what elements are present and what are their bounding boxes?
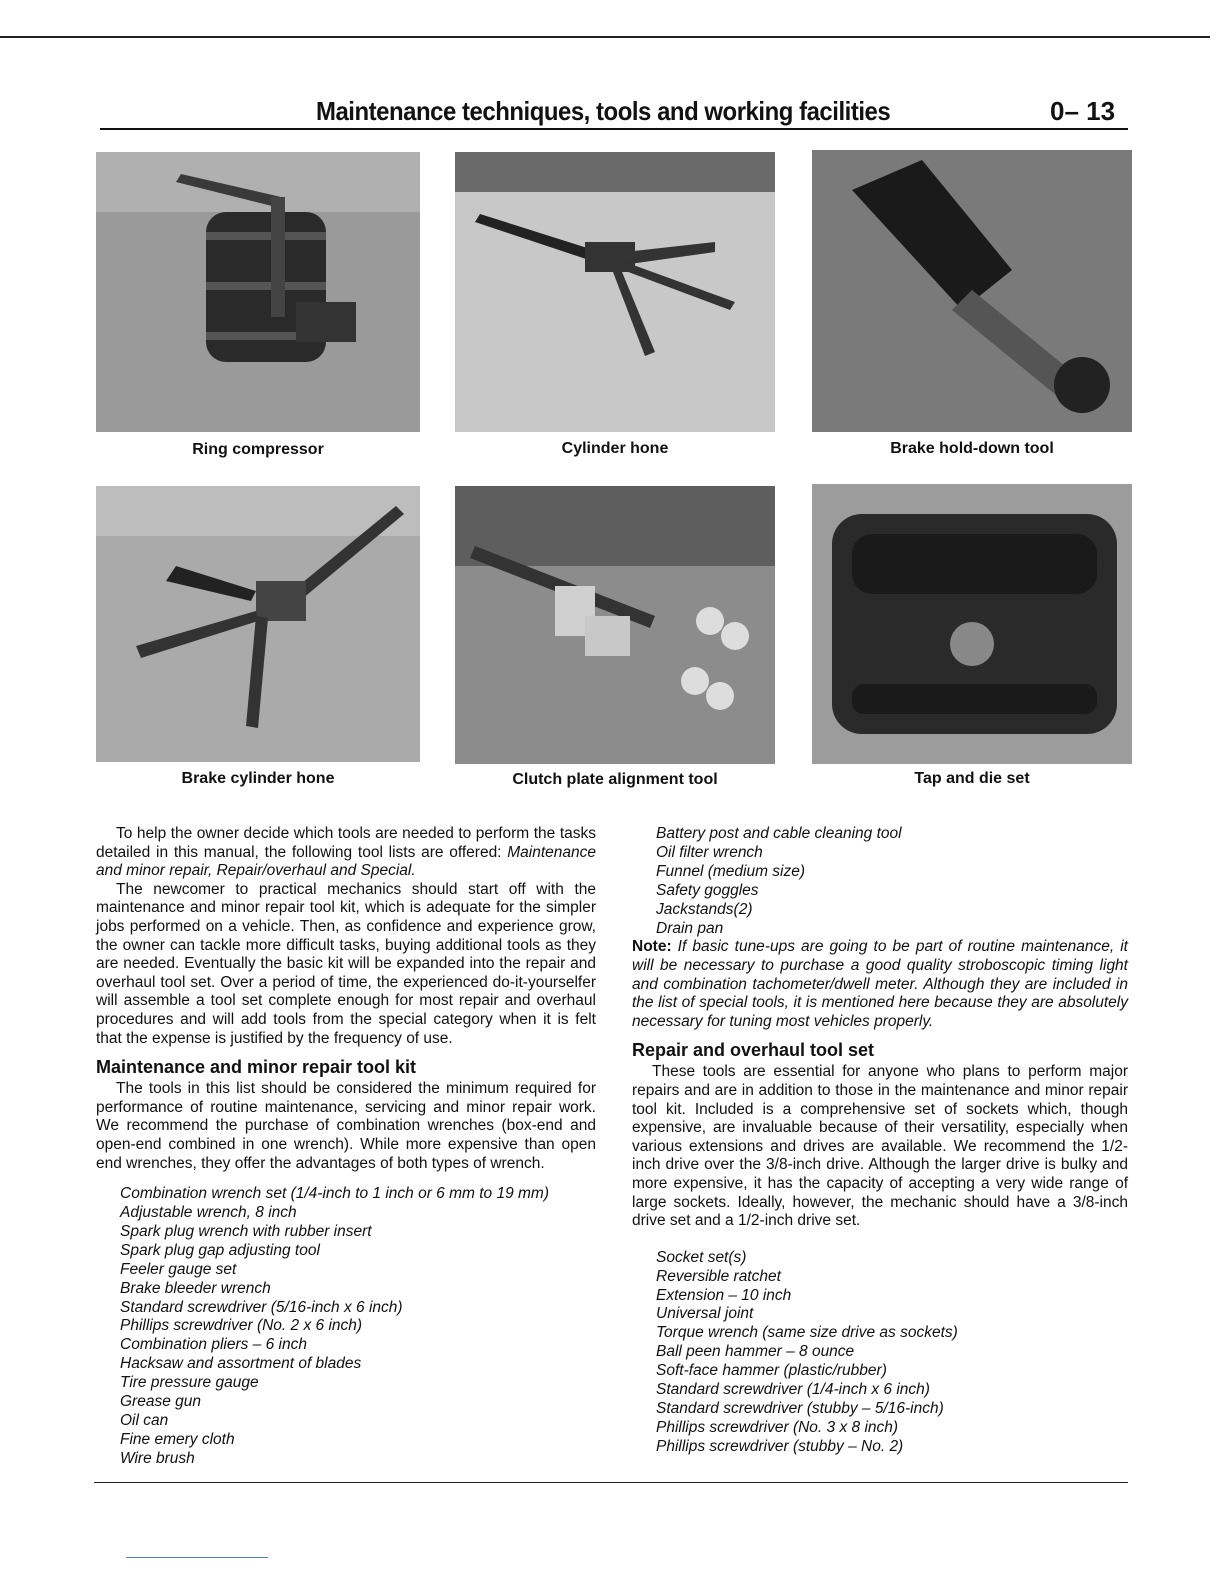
page-number: 0– 13 <box>1050 96 1116 126</box>
note: Note: If basic tune-ups are going to be part of routine maintenance, it will be necessary to purchase a good quality stroboscopic timing light and combination tachometer/dwell meter. Although they are included in the list of special tools, it is mentioned here because they are absolutely necessary for tuning most vehicles properly. <box>632 938 1128 1030</box>
figure-caption: Brake cylinder hone <box>181 770 335 787</box>
header-rule <box>100 128 1128 130</box>
left-column <box>96 825 596 1469</box>
section-heading: Maintenance and minor repair tool kit <box>96 1057 417 1078</box>
list-item: Phillips screwdriver (stubby – No. 2) <box>656 1437 904 1455</box>
figure-caption: Ring compressor <box>192 441 324 458</box>
tool-list <box>96 1185 596 1469</box>
tool-list <box>632 1249 1128 1457</box>
figure-caption: Brake hold-down tool <box>890 440 1054 457</box>
figure-caption: Clutch plate alignment tool <box>512 771 718 788</box>
list-item: Hacksaw and assortment of blades <box>120 1355 362 1373</box>
page-title: Maintenance techniques, tools and working facilities <box>316 96 891 126</box>
list-item: Socket set(s) <box>656 1248 747 1266</box>
list-item: Torque wrench (same size drive as sockets) <box>656 1324 958 1342</box>
list-item: Universal joint <box>656 1305 754 1323</box>
list-item: Funnel (medium size) <box>656 862 806 880</box>
list-item: Soft-face hammer (plastic/rubber) <box>656 1362 887 1380</box>
list-item: Adjustable wrench, 8 inch <box>120 1204 297 1221</box>
intro-paragraph: To help the owner decide which tools are needed to perform the tasks detailed in this manual, the following tool lists are offered: Maintenance and minor repair, Repair/overhaul and Special. <box>96 825 596 880</box>
figure-caption: Cylinder hone <box>561 440 669 457</box>
list-item: Wire brush <box>120 1449 195 1467</box>
list-item: Grease gun <box>120 1393 201 1411</box>
list-item: Battery post and cable cleaning tool <box>656 825 902 842</box>
list-item: Combination wrench set (1/4-inch to 1 inch or 6 mm to 19 mm) <box>120 1185 550 1203</box>
list-item: Phillips screwdriver (No. 3 x 8 inch) <box>656 1418 899 1436</box>
tool-list-continued <box>632 825 1128 938</box>
list-item: Jackstands(2) <box>656 900 753 918</box>
tap-and-die-set-photo <box>812 484 1132 764</box>
list-item: Oil can <box>120 1411 169 1429</box>
ring-compressor-photo <box>96 152 420 432</box>
section-paragraph: The tools in this list should be considered the minimum required for performance of routine maintenance, servicing and minor repair work. We recommend the purchase of combination wrenches (box-end and open-end combined in one wrench). While more expensive than open end wrenches, they offer the advantages of both types of wrench. <box>96 1080 596 1172</box>
list-item: Reversible ratchet <box>656 1267 781 1285</box>
list-item: Drain pan <box>656 919 724 937</box>
list-item: Oil filter wrench <box>656 843 763 861</box>
list-item: Phillips screwdriver (No. 2 x 6 inch) <box>120 1317 363 1335</box>
top-rule <box>0 36 1210 38</box>
list-item: Fine emery cloth <box>120 1430 235 1448</box>
list-item: Standard screwdriver (1/4-inch x 6 inch) <box>656 1381 930 1399</box>
list-item: Spark plug wrench with rubber insert <box>120 1222 372 1240</box>
right-column <box>632 825 1128 1457</box>
section-heading: Repair and overhaul tool set <box>632 1040 875 1061</box>
list-item: Standard screwdriver (5/16-inch x 6 inch) <box>120 1298 403 1316</box>
bottom-rule <box>94 1482 1128 1483</box>
list-item: Feeler gauge set <box>120 1260 237 1278</box>
brake-cylinder-hone-photo <box>96 486 420 762</box>
brake-hold-down-tool-photo <box>812 150 1132 432</box>
list-item: Combination pliers – 6 inch <box>120 1336 307 1354</box>
list-item: Extension – 10 inch <box>656 1286 792 1304</box>
footer-line <box>126 1557 268 1558</box>
cylinder-hone-photo <box>455 152 775 432</box>
list-item: Ball peen hammer – 8 ounce <box>656 1343 855 1361</box>
list-item: Spark plug gap adjusting tool <box>120 1241 320 1259</box>
clutch-plate-alignment-tool-photo <box>455 486 775 764</box>
list-item: Brake bleeder wrench <box>120 1279 271 1297</box>
intro-paragraph: The newcomer to practical mechanics should start off with the maintenance and minor repair tool kit, which is adequate for the simpler jobs performed on a vehicle. Then, as confidence and experience grow, the owner can tackle more difficult tasks, buying additional tools as they are needed. Eventually the basic kit will be expanded into the repair and overhaul tool set. Over a period of time, the experienced do-it-yourselfer will assemble a tool set complete enough for most repair and overhaul procedures and will add tools from the special category when it is felt that the expense is justified by the frequency of use. <box>96 880 596 1047</box>
list-item: Safety goggles <box>656 881 759 899</box>
section-paragraph: These tools are essential for anyone who plans to perform major repairs and are in addition to those in the maintenance and minor repair tool kit. Included is a comprehensive set of sockets which, though expensive, are invaluable because of their versatility, especially when various extensions and drives are available. We recommend the 1/2-inch drive over the 3/8-inch drive. Although the larger drive is bulky and more expensive, it has the capacity of accepting a very wide range of large sockets. Ideally, however, the mechanic should have a 3/8-inch drive set and a 1/2-inch drive set. <box>632 1063 1128 1230</box>
list-item: Standard screwdriver (stubby – 5/16-inch) <box>656 1400 944 1417</box>
figure-caption: Tap and die set <box>914 770 1030 787</box>
list-item: Tire pressure gauge <box>120 1374 259 1392</box>
